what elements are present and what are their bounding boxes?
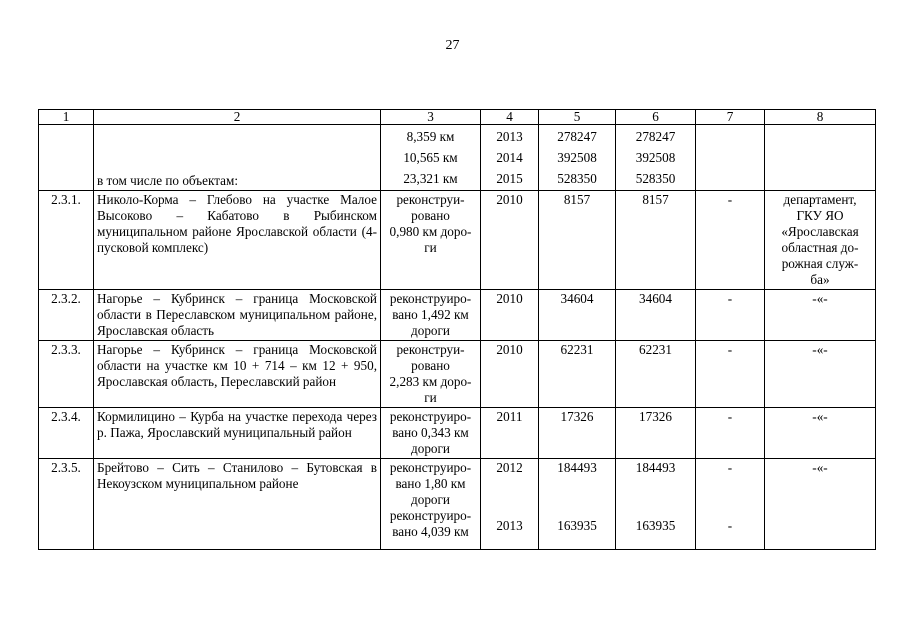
work-line: ровано <box>411 358 450 373</box>
work-description <box>381 191 481 290</box>
object-name: Нагорье – Кубринск – граница Московской области в Переславском муниципальном районе, Ярославская область <box>94 290 381 341</box>
column-header: 1 <box>39 110 94 125</box>
responsible-line: «Ярославская <box>781 224 859 239</box>
column-header: 8 <box>765 110 876 125</box>
object-number: 2.3.2. <box>39 290 94 341</box>
col7-value <box>696 459 765 550</box>
work-description <box>381 290 481 341</box>
work-line: 2,283 км доро- <box>389 374 472 389</box>
table-row <box>39 290 876 341</box>
work-line: вано 1,80 км <box>395 476 466 491</box>
amount-line: 163935 <box>635 518 676 533</box>
work-line: вано 1,492 км <box>392 307 469 322</box>
length-value: 23,321 км <box>403 171 458 186</box>
col7-line: - <box>727 460 733 475</box>
work-line: дороги <box>411 492 450 507</box>
column-header: 7 <box>696 110 765 125</box>
amount-value: 8157 <box>616 191 696 290</box>
amount-value: 17326 <box>539 408 616 459</box>
amount-value <box>616 459 696 550</box>
table-row <box>39 408 876 459</box>
amount-value: 528350 <box>557 171 597 186</box>
year-value: 2010 <box>481 290 539 341</box>
amount-value: 62231 <box>539 341 616 408</box>
object-number: 2.3.1. <box>39 191 94 290</box>
ditto-mark: -«- <box>765 408 876 459</box>
column-header: 5 <box>539 110 616 125</box>
amount-line: 184493 <box>635 460 676 475</box>
work-line: реконструиро- <box>389 409 472 424</box>
responsible-line: департамент, <box>783 192 857 207</box>
col7-value: - <box>696 290 765 341</box>
responsible-line: рожная служ- <box>781 256 859 271</box>
object-name: Брейтово – Сить – Станилово – Бутовская в Некоузском муниципальном районе <box>94 459 381 550</box>
responsible-line: ГКУ ЯО <box>796 208 844 223</box>
col7-value: - <box>696 191 765 290</box>
including-objects-label: в том числе по объектам: <box>94 125 381 191</box>
cell-col5 <box>539 125 616 191</box>
year-value: 2010 <box>481 191 539 290</box>
work-description <box>381 341 481 408</box>
amount-value: 528350 <box>635 171 676 186</box>
year-value: 2011 <box>481 408 539 459</box>
table-row <box>39 191 876 290</box>
col7-line: - <box>727 518 733 533</box>
work-line: вано 4,039 км <box>392 524 469 539</box>
col7-value: - <box>696 408 765 459</box>
amount-line: 163935 <box>557 518 597 533</box>
column-header: 2 <box>94 110 381 125</box>
work-line: реконструиро- <box>389 508 472 523</box>
year-value: 2015 <box>496 171 523 186</box>
responsible-org <box>765 191 876 290</box>
amount-value: 34604 <box>616 290 696 341</box>
amount-value: 34604 <box>539 290 616 341</box>
work-line: дороги <box>411 323 450 338</box>
object-name: Нагорье – Кубринск – граница Московской области на участке км 10 + 714 – км 12 + 950, Ярославская область, Переславский район <box>94 341 381 408</box>
amount-value: 392508 <box>557 150 597 165</box>
road-objects-table <box>38 109 876 550</box>
work-line: 0,980 км доро- <box>389 224 472 239</box>
cell-col6 <box>616 125 696 191</box>
year-value <box>481 459 539 550</box>
object-number: 2.3.4. <box>39 408 94 459</box>
cell-num <box>39 125 94 191</box>
work-description <box>381 408 481 459</box>
work-line: реконструиро- <box>389 291 472 306</box>
year-value: 2010 <box>481 341 539 408</box>
object-number: 2.3.3. <box>39 341 94 408</box>
page-number: 27 <box>445 38 460 53</box>
cell-col7 <box>696 125 765 191</box>
amount-value: 8157 <box>539 191 616 290</box>
ditto-mark: -«- <box>765 459 876 550</box>
object-name: Николо-Корма – Глебово на участке Малое Высоково – Кабатово в Рыбинском муниципальном районе Ярославской области (4-пусковой комплекс) <box>94 191 381 290</box>
column-header: 3 <box>381 110 481 125</box>
ditto-mark: -«- <box>765 290 876 341</box>
work-line: реконструи- <box>396 342 465 357</box>
amount-value: 17326 <box>616 408 696 459</box>
object-number: 2.3.5. <box>39 459 94 550</box>
amount-value: 278247 <box>635 129 676 144</box>
amount-line: 184493 <box>557 460 597 475</box>
column-header: 4 <box>481 110 539 125</box>
table-row <box>39 341 876 408</box>
work-line: реконструиро- <box>389 460 472 475</box>
column-number-row <box>39 110 876 125</box>
cell-year <box>481 125 539 191</box>
year-line: 2013 <box>496 518 523 533</box>
year-line: 2012 <box>496 460 523 475</box>
cell-length <box>381 125 481 191</box>
year-value: 2014 <box>496 150 523 165</box>
continuation-row <box>39 125 876 191</box>
column-header: 6 <box>616 110 696 125</box>
amount-value: 62231 <box>616 341 696 408</box>
work-line: вано 0,343 км <box>392 425 469 440</box>
amount-value: 278247 <box>557 129 597 144</box>
work-line: ги <box>424 390 437 405</box>
length-value: 8,359 км <box>406 129 455 144</box>
work-line: ги <box>424 240 437 255</box>
work-line: дороги <box>411 441 450 456</box>
object-name: Кормилицино – Курба на участке перехода через р. Пажа, Ярославский муниципальный район <box>94 408 381 459</box>
responsible-line: ба» <box>810 272 830 287</box>
work-description <box>381 459 481 550</box>
col7-value: - <box>696 341 765 408</box>
cell-col8 <box>765 125 876 191</box>
work-line: ровано <box>411 208 450 223</box>
length-value: 10,565 км <box>403 150 458 165</box>
responsible-line: областная до- <box>781 240 859 255</box>
amount-value: 392508 <box>635 150 676 165</box>
table-row <box>39 459 876 550</box>
year-value: 2013 <box>496 129 523 144</box>
work-line: реконструи- <box>396 192 465 207</box>
ditto-mark: -«- <box>765 341 876 408</box>
amount-value <box>539 459 616 550</box>
